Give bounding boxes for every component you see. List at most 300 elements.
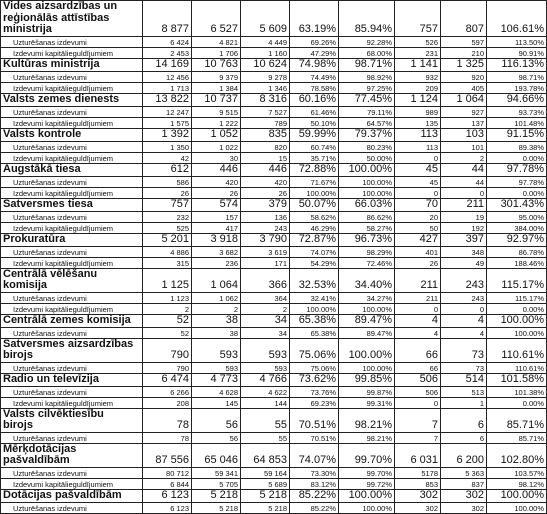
table-cell-value: 60.74%: [290, 141, 339, 152]
row-label-line: Centrālā vēlēšanu: [3, 267, 98, 280]
table-cell-value: 144: [241, 397, 290, 408]
table-cell-value: 20: [395, 211, 441, 222]
table-cell-value: 32.53%: [290, 268, 339, 292]
table-cell-value: 89.47%: [339, 327, 395, 338]
table-cell-value: 85.71%: [487, 432, 547, 443]
row-label: [1, 152, 143, 163]
table-cell-value: 757: [143, 198, 192, 211]
table-cell-value: 927: [441, 106, 487, 117]
table-row-expense: [1, 257, 547, 268]
table-row-expense: [1, 106, 547, 117]
table-cell-value: 50.07%: [290, 198, 339, 211]
table-cell-value: 446: [192, 163, 241, 176]
row-label: [1, 362, 143, 373]
table-cell-value: 5 218: [241, 503, 290, 514]
table-cell-value: 3 619: [241, 246, 290, 257]
table-cell-value: 35.71%: [290, 152, 339, 163]
table-cell-value: 210: [441, 47, 487, 58]
table-cell-value: 5 201: [143, 233, 192, 246]
table-cell-value: 96.73%: [339, 233, 395, 246]
row-label-line: Uzturēšanas izdevumi: [13, 72, 87, 82]
table-cell-value: 70.51%: [290, 432, 339, 443]
table-cell-value: 59 341: [192, 468, 241, 479]
row-label: [1, 503, 143, 514]
table-cell-value: 86.62%: [339, 211, 395, 222]
table-cell-value: 15: [241, 152, 290, 163]
table-cell-value: 73: [441, 362, 487, 373]
row-label-line: Uzturēšanas izdevumi: [13, 293, 87, 303]
row-label-line: Uzturēšanas izdevumi: [13, 37, 87, 47]
table-cell-value: 4: [395, 314, 441, 327]
row-label-line: Uzturēšanas izdevumi: [13, 212, 87, 222]
table-cell-value: 79.37%: [339, 128, 395, 141]
table-cell-value: 0: [395, 187, 441, 198]
table-row-institution: [1, 443, 547, 467]
table-cell-value: 83.12%: [290, 479, 339, 490]
table-cell-value: 3 918: [192, 233, 241, 246]
table-cell-value: 59 164: [241, 468, 290, 479]
table-cell-value: 52: [143, 314, 192, 327]
table-cell-value: 98.21%: [339, 408, 395, 432]
table-cell-value: 136: [241, 211, 290, 222]
table-cell-value: 58.27%: [339, 222, 395, 233]
table-cell-value: 6 527: [192, 1, 241, 37]
row-label-line: ministrija: [3, 23, 52, 36]
row-label-line: Kultūras ministrija: [3, 58, 100, 71]
table-cell-value: 50: [395, 222, 441, 233]
table-cell-value: 87 556: [143, 443, 192, 467]
table-cell-value: 9 379: [192, 71, 241, 82]
row-label-line: Mērķdotācijas: [3, 442, 77, 455]
table-cell-value: 5 218: [241, 490, 290, 503]
table-cell-value: 89.47%: [339, 314, 395, 327]
table-cell-value: 110.61%: [487, 362, 547, 373]
table-cell-value: 302: [395, 503, 441, 514]
table-cell-value: 0.00%: [487, 303, 547, 314]
table-cell-value: 99.70%: [339, 443, 395, 467]
table-cell-value: 98.12%: [487, 479, 547, 490]
table-cell-value: 98.29%: [339, 246, 395, 257]
row-label-line: Izdevumi kapitālieguldījumiem: [13, 398, 114, 408]
row-label-line: Prokuratūra: [3, 233, 66, 246]
row-label: [1, 490, 143, 503]
row-label-line: Uzturēšanas izdevumi: [13, 177, 87, 187]
table-cell-value: 3 790: [241, 233, 290, 246]
row-label-line: Valsts kontrole: [3, 128, 82, 141]
table-cell-value: 397: [441, 233, 487, 246]
table-cell-value: 6 424: [143, 36, 192, 47]
table-cell-value: 103: [441, 128, 487, 141]
table-cell-value: 100.00%: [290, 303, 339, 314]
table-cell-value: 72.46%: [339, 257, 395, 268]
table-cell-value: 6 123: [143, 490, 192, 503]
table-cell-value: 106.61%: [487, 1, 547, 37]
table-row-expense: [1, 432, 547, 443]
table-cell-value: 597: [441, 36, 487, 47]
row-label-line: Izdevumi kapitālieguldījumiem: [13, 304, 114, 314]
row-label: [1, 468, 143, 479]
table-cell-value: 7: [395, 408, 441, 432]
table-cell-value: 91.15%: [487, 128, 547, 141]
table-row-expense: [1, 141, 547, 152]
table-cell-value: 1 706: [192, 47, 241, 58]
table-cell-value: 10 624: [241, 58, 290, 71]
table-cell-value: 70.51%: [290, 408, 339, 432]
table-cell-value: 85.22%: [290, 490, 339, 503]
table-row-expense: [1, 327, 547, 338]
table-cell-value: 989: [395, 106, 441, 117]
row-label-line: Uzturēšanas izdevumi: [13, 387, 87, 397]
table-cell-value: 74.98%: [290, 58, 339, 71]
table-cell-value: 69.26%: [290, 36, 339, 47]
table-cell-value: 26: [192, 187, 241, 198]
table-cell-value: 4: [441, 327, 487, 338]
row-label-line: Centrālā zemes komisija: [3, 314, 131, 327]
table-cell-value: 101.38%: [487, 386, 547, 397]
table-cell-value: 71.67%: [290, 176, 339, 187]
table-cell-value: 135: [395, 117, 441, 128]
table-cell-value: 593: [192, 362, 241, 373]
table-cell-value: 74.07%: [290, 246, 339, 257]
table-cell-value: 525: [143, 222, 192, 233]
table-cell-value: 92.97%: [487, 233, 547, 246]
table-cell-value: 0: [395, 397, 441, 408]
table-cell-value: 920: [441, 71, 487, 82]
table-row-institution: [1, 373, 547, 386]
table-cell-value: 4: [441, 314, 487, 327]
table-cell-value: 78: [143, 432, 192, 443]
row-label: [1, 163, 143, 176]
table-cell-value: 420: [192, 176, 241, 187]
table-cell-value: 9 278: [241, 71, 290, 82]
row-label-line: Izdevumi kapitālieguldījumiem: [13, 480, 114, 490]
table-row-expense: [1, 468, 547, 479]
table-cell-value: 0.00%: [487, 187, 547, 198]
table-row-expense: [1, 71, 547, 82]
table-row-expense: [1, 211, 547, 222]
table-cell-value: 61.46%: [290, 106, 339, 117]
table-cell-value: 99.87%: [339, 386, 395, 397]
table-cell-value: 2: [192, 303, 241, 314]
table-row-expense: [1, 47, 547, 58]
table-cell-value: 77.45%: [339, 93, 395, 106]
table-cell-value: 1 125: [143, 268, 192, 292]
table-row-expense: [1, 292, 547, 303]
table-row-expense: [1, 386, 547, 397]
table-cell-value: 45: [395, 163, 441, 176]
table-cell-value: 789: [241, 117, 290, 128]
table-cell-value: 75.06%: [290, 362, 339, 373]
table-cell-value: 54.29%: [290, 257, 339, 268]
table-cell-value: 34: [241, 314, 290, 327]
table-cell-value: 807: [441, 1, 487, 37]
table-cell-value: 19: [441, 211, 487, 222]
table-cell-value: 44: [441, 163, 487, 176]
table-cell-value: 72.87%: [290, 233, 339, 246]
table-cell-value: 209: [395, 82, 441, 93]
table-cell-value: 301.43%: [487, 198, 547, 211]
table-cell-value: 97.78%: [487, 163, 547, 176]
row-label: [1, 106, 143, 117]
table-cell-value: 1 713: [143, 82, 192, 93]
table-row-expense: [1, 117, 547, 128]
row-label-line: pašvaldībām: [3, 454, 70, 467]
table-cell-value: 103.57%: [487, 468, 547, 479]
table-cell-value: 5178: [395, 468, 441, 479]
table-cell-value: 44: [441, 176, 487, 187]
table-cell-value: 56: [192, 432, 241, 443]
table-cell-value: 14 169: [143, 58, 192, 71]
table-cell-value: 446: [241, 163, 290, 176]
table-cell-value: 85.71%: [487, 408, 547, 432]
row-label-line: Uzturēšanas izdevumi: [13, 363, 87, 373]
table-cell-value: 820: [241, 141, 290, 152]
table-cell-value: 100.00%: [339, 503, 395, 514]
table-cell-value: 4 622: [241, 386, 290, 397]
table-cell-value: 208: [143, 397, 192, 408]
table-cell-value: 211: [441, 198, 487, 211]
table-cell-value: 1 022: [192, 141, 241, 152]
row-label-line: Izdevumi kapitālieguldījumiem: [13, 118, 114, 128]
table-cell-value: 1 384: [192, 82, 241, 93]
table-cell-value: 85.22%: [290, 503, 339, 514]
row-label-line: Izdevumi kapitālieguldījumiem: [13, 153, 114, 163]
table-cell-value: 100.00%: [487, 314, 547, 327]
table-cell-value: 417: [192, 222, 241, 233]
row-label: [1, 373, 143, 386]
row-label: [1, 443, 143, 467]
table-cell-value: 100.00%: [339, 187, 395, 198]
table-cell-value: 85.94%: [339, 1, 395, 37]
table-cell-value: 193.78%: [487, 82, 547, 93]
table-cell-value: 2: [441, 152, 487, 163]
table-row-expense: [1, 503, 547, 514]
table-cell-value: 379: [241, 198, 290, 211]
row-label: [1, 47, 143, 58]
table-row-expense: [1, 479, 547, 490]
table-cell-value: 80.23%: [339, 141, 395, 152]
row-label: [1, 246, 143, 257]
row-label: [1, 303, 143, 314]
table-cell-value: 427: [395, 233, 441, 246]
table-cell-value: 853: [395, 479, 441, 490]
table-cell-value: 593: [241, 362, 290, 373]
table-cell-value: 64.57%: [339, 117, 395, 128]
table-cell-value: 384.00%: [487, 222, 547, 233]
table-cell-value: 8 316: [241, 93, 290, 106]
table-cell-value: 98.92%: [339, 71, 395, 82]
table-cell-value: 1 325: [441, 58, 487, 71]
budget-table-body: [1, 1, 547, 514]
table-cell-value: 364: [241, 292, 290, 303]
table-cell-value: 4 628: [192, 386, 241, 397]
row-label: [1, 292, 143, 303]
table-cell-value: 52: [143, 327, 192, 338]
table-cell-value: 101.58%: [487, 373, 547, 386]
row-label-line: komisija: [3, 279, 48, 292]
table-cell-value: 34.40%: [339, 268, 395, 292]
table-cell-value: 102.80%: [487, 443, 547, 467]
table-cell-value: 55: [241, 432, 290, 443]
table-cell-value: 93.73%: [487, 106, 547, 117]
table-cell-value: 243: [441, 292, 487, 303]
table-cell-value: 243: [241, 222, 290, 233]
table-cell-value: 6 200: [441, 443, 487, 467]
row-label: [1, 338, 143, 362]
row-label: [1, 314, 143, 327]
table-cell-value: 4 773: [192, 373, 241, 386]
table-cell-value: 145: [192, 397, 241, 408]
table-cell-value: 526: [395, 36, 441, 47]
table-row-expense: [1, 176, 547, 187]
table-cell-value: 94.66%: [487, 93, 547, 106]
table-cell-value: 5 705: [192, 479, 241, 490]
table-cell-value: 45: [395, 176, 441, 187]
table-cell-value: 932: [395, 71, 441, 82]
table-cell-value: 115.17%: [487, 292, 547, 303]
table-cell-value: 100.00%: [339, 338, 395, 362]
table-cell-value: 32.41%: [290, 292, 339, 303]
table-cell-value: 65 046: [192, 443, 241, 467]
row-label-line: Dotācijas pašvaldībām: [3, 489, 122, 502]
table-cell-value: 211: [395, 292, 441, 303]
row-label-line: birojs: [3, 419, 33, 432]
table-cell-value: 211: [395, 268, 441, 292]
table-cell-value: 34.27%: [339, 292, 395, 303]
table-row-expense: [1, 397, 547, 408]
table-cell-value: 100.00%: [290, 187, 339, 198]
table-cell-value: 302: [395, 490, 441, 503]
table-cell-value: 1 123: [143, 292, 192, 303]
table-cell-value: 38: [192, 314, 241, 327]
table-cell-value: 13 822: [143, 93, 192, 106]
row-label: [1, 327, 143, 338]
table-cell-value: 612: [143, 163, 192, 176]
table-cell-value: 1 141: [395, 58, 441, 71]
table-cell-value: 90.91%: [487, 47, 547, 58]
row-label: [1, 71, 143, 82]
table-cell-value: 70: [395, 198, 441, 211]
table-cell-value: 6 031: [395, 443, 441, 467]
row-label-line: Satversmes aizsardzības: [3, 337, 134, 350]
table-cell-value: 79.11%: [339, 106, 395, 117]
row-label: [1, 408, 143, 432]
table-row-institution: [1, 93, 547, 106]
table-cell-value: 78: [143, 408, 192, 432]
table-cell-value: 231: [395, 47, 441, 58]
table-cell-value: 12 456: [143, 71, 192, 82]
table-cell-value: 66: [395, 362, 441, 373]
table-cell-value: 7 527: [241, 106, 290, 117]
row-label-line: Radio un televīzija: [3, 373, 99, 386]
row-label-line: Uzturēšanas izdevumi: [13, 504, 87, 514]
table-cell-value: 586: [143, 176, 192, 187]
table-cell-value: 99.85%: [339, 373, 395, 386]
table-cell-value: 26: [241, 187, 290, 198]
table-row-institution: [1, 163, 547, 176]
table-cell-value: 100.00%: [339, 303, 395, 314]
table-cell-value: 99.70%: [339, 468, 395, 479]
table-cell-value: 6 474: [143, 373, 192, 386]
table-cell-value: 420: [241, 176, 290, 187]
row-label: [1, 128, 143, 141]
row-label: [1, 117, 143, 128]
table-cell-value: 506: [395, 373, 441, 386]
row-label: [1, 176, 143, 187]
table-cell-value: 1 052: [192, 128, 241, 141]
table-cell-value: 64 853: [241, 443, 290, 467]
table-row-institution: [1, 233, 547, 246]
row-label-line: Uzturēšanas izdevumi: [13, 142, 87, 152]
table-cell-value: 26: [143, 187, 192, 198]
table-cell-value: 366: [241, 268, 290, 292]
table-cell-value: 8 877: [143, 1, 192, 37]
table-cell-value: 42: [143, 152, 192, 163]
table-row-institution: [1, 58, 547, 71]
table-cell-value: 188.46%: [487, 257, 547, 268]
table-cell-value: 74.49%: [290, 71, 339, 82]
table-cell-value: 514: [441, 373, 487, 386]
table-cell-value: 513: [441, 386, 487, 397]
table-cell-value: 171: [241, 257, 290, 268]
table-cell-value: 137: [441, 117, 487, 128]
table-cell-value: 6 844: [143, 479, 192, 490]
row-label-line: Izdevumi kapitālieguldījumiem: [13, 188, 114, 198]
table-cell-value: 1 346: [241, 82, 290, 93]
row-label-line: Izdevumi kapitālieguldījumiem: [13, 258, 114, 268]
table-cell-value: 835: [241, 128, 290, 141]
row-label-line: reģionālās attīstības: [3, 11, 110, 24]
table-cell-value: 95.00%: [487, 211, 547, 222]
table-cell-value: 1: [441, 397, 487, 408]
table-cell-value: 115.17%: [487, 268, 547, 292]
table-cell-value: 7: [395, 432, 441, 443]
table-cell-value: 100.00%: [339, 362, 395, 373]
table-row-expense: [1, 362, 547, 373]
table-cell-value: 757: [395, 1, 441, 37]
row-label-line: Uzturēšanas izdevumi: [13, 469, 87, 479]
table-cell-value: 100.00%: [339, 176, 395, 187]
row-label-line: Valsts cilvēktiesību: [3, 407, 104, 420]
table-cell-value: 6: [441, 408, 487, 432]
table-cell-value: 63.19%: [290, 1, 339, 37]
row-label-line: Uzturēšanas izdevumi: [13, 328, 87, 338]
table-cell-value: 5 689: [241, 479, 290, 490]
table-cell-value: 72.88%: [290, 163, 339, 176]
table-cell-value: 101.48%: [487, 117, 547, 128]
table-row-expense: [1, 222, 547, 233]
table-cell-value: 86.78%: [487, 246, 547, 257]
table-cell-value: 4 886: [143, 246, 192, 257]
row-label-line: Uzturēšanas izdevumi: [13, 247, 87, 257]
table-cell-value: 100.00%: [487, 490, 547, 503]
table-cell-value: 73.76%: [290, 386, 339, 397]
row-label-line: Satversmes tiesa: [3, 198, 93, 211]
table-cell-value: 348: [441, 246, 487, 257]
table-cell-value: 593: [241, 338, 290, 362]
row-label: [1, 257, 143, 268]
table-cell-value: 100.00%: [339, 490, 395, 503]
table-cell-value: 97.78%: [487, 176, 547, 187]
table-cell-value: 98.21%: [339, 432, 395, 443]
table-cell-value: 5 218: [192, 503, 241, 514]
table-cell-value: 55: [241, 408, 290, 432]
table-cell-value: 1 064: [441, 93, 487, 106]
table-cell-value: 100.00%: [339, 163, 395, 176]
table-row-institution: [1, 314, 547, 327]
table-cell-value: 66: [395, 338, 441, 362]
table-cell-value: 75.06%: [290, 338, 339, 362]
